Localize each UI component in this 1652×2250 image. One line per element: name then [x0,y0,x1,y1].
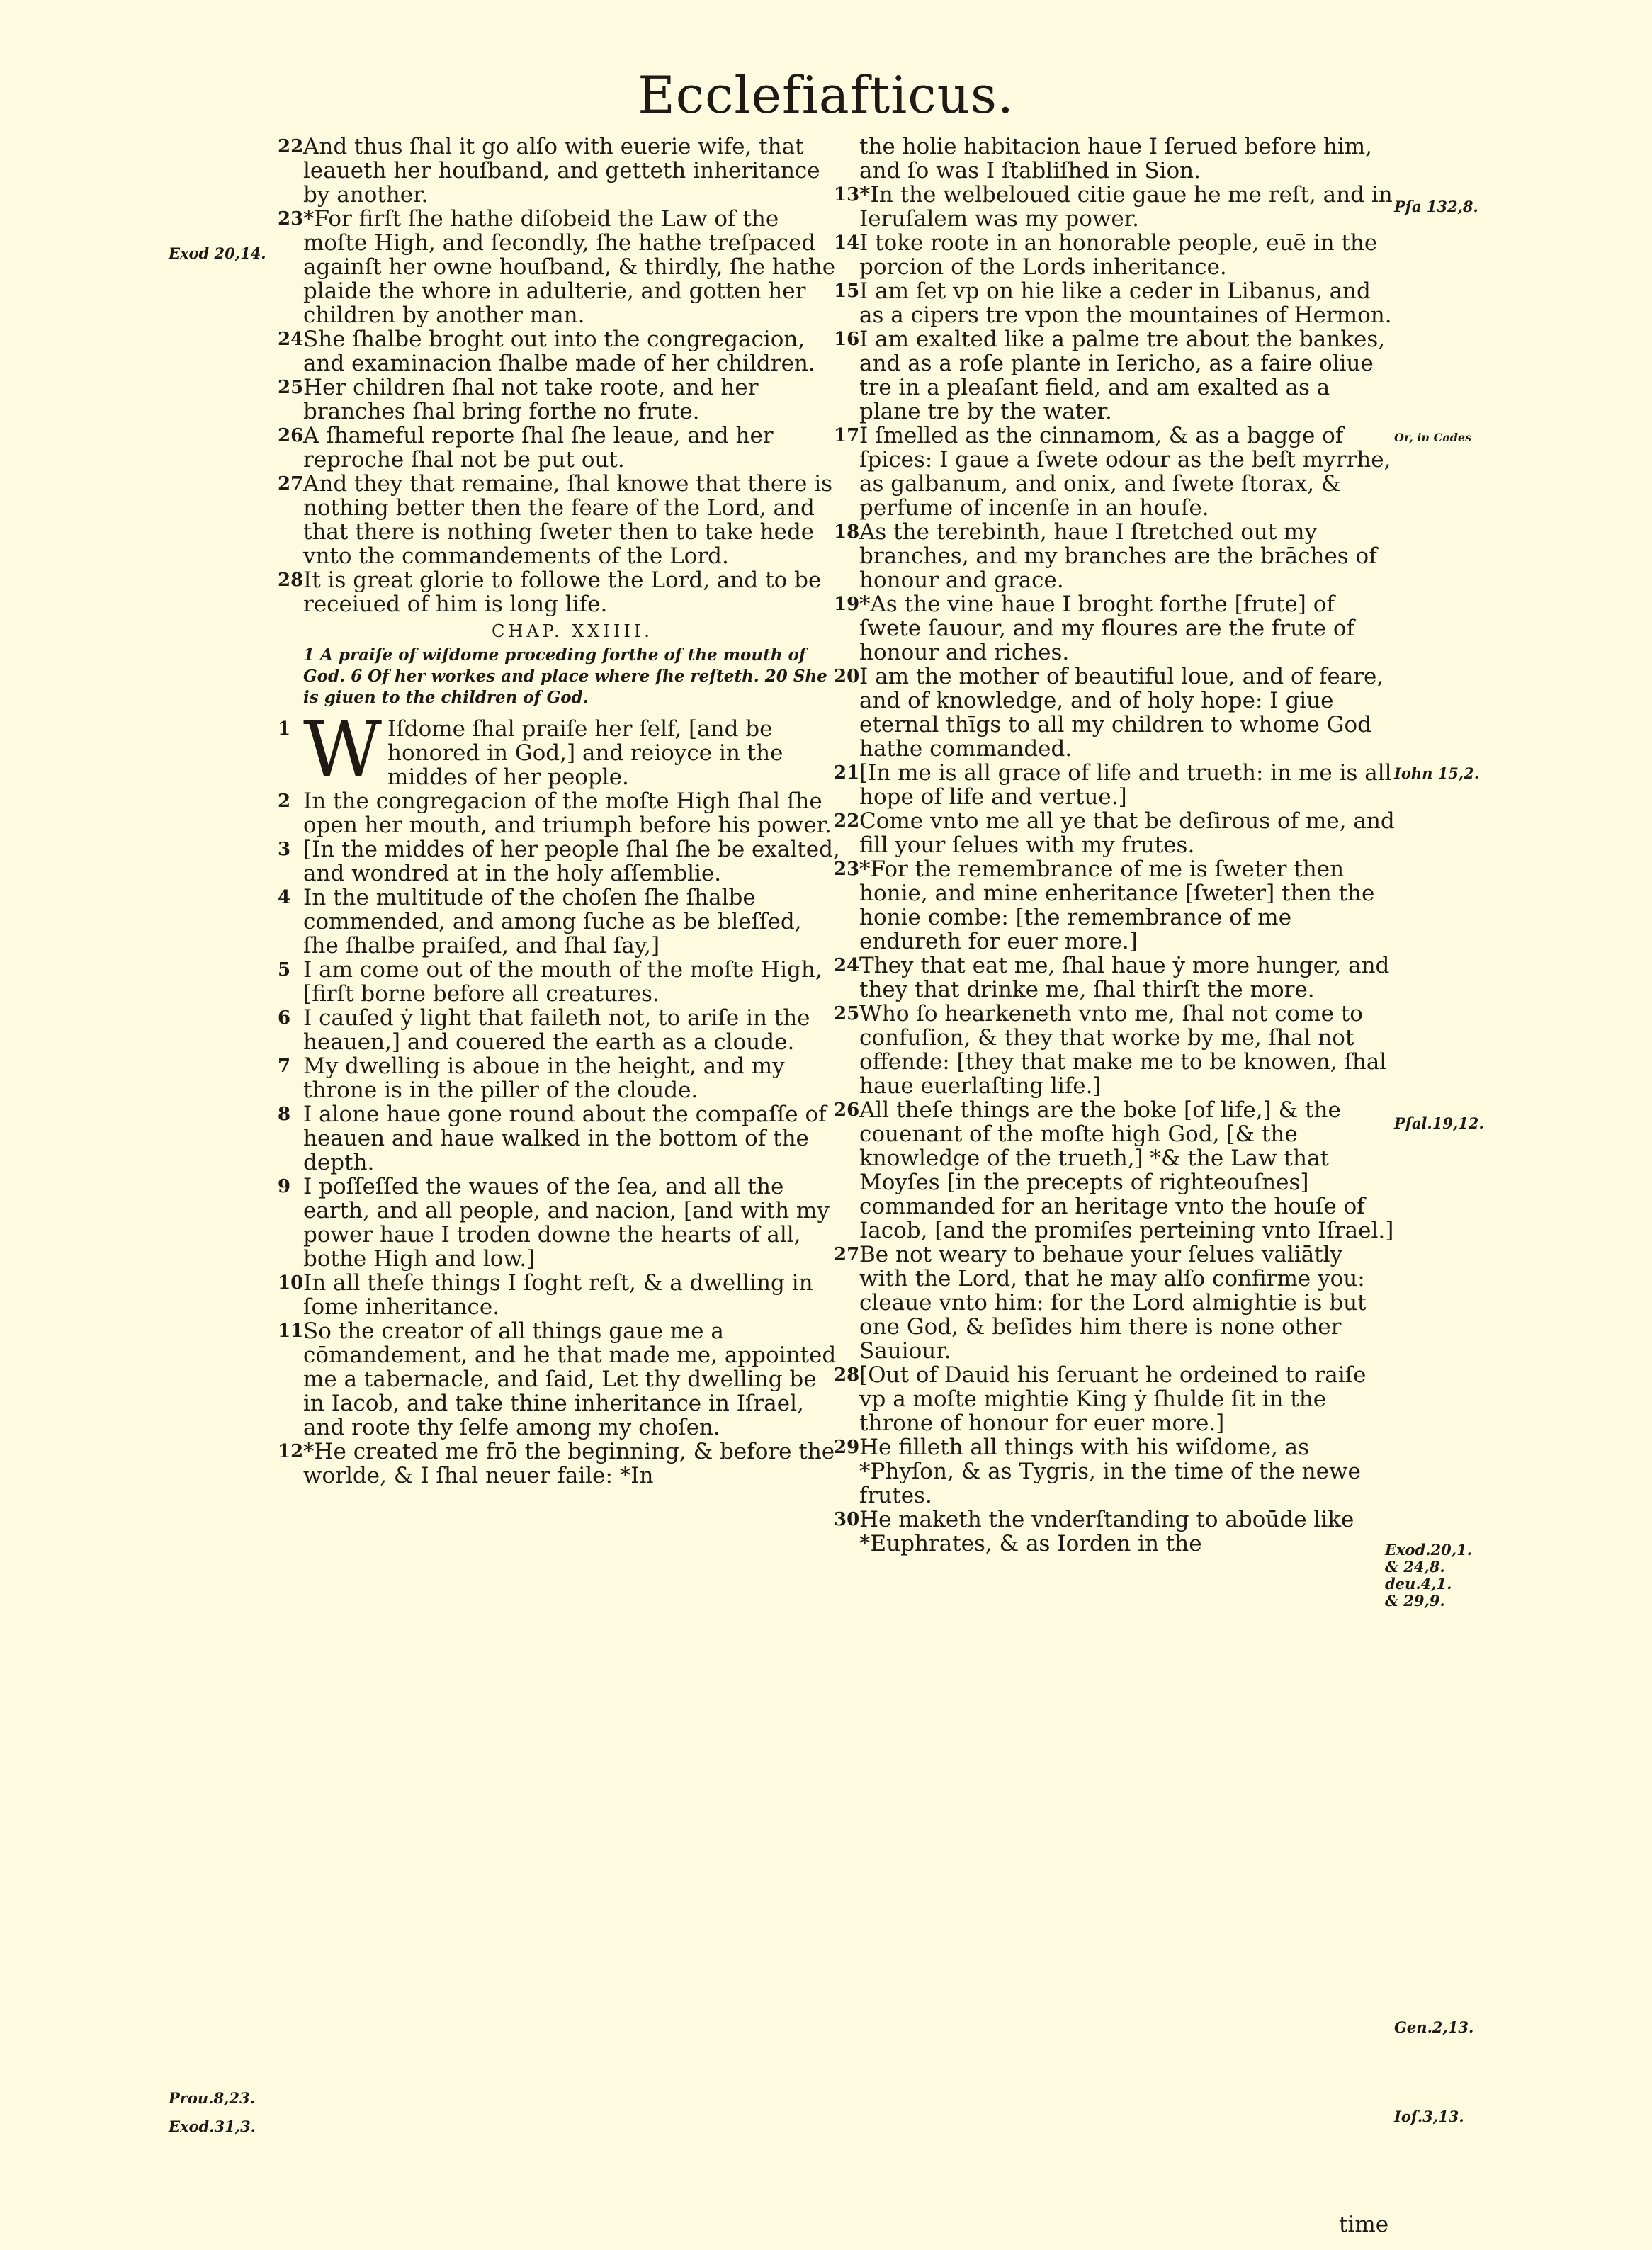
verse-number: 10 [278,1272,304,1294]
margin-note: Or, in Cades [1394,431,1472,444]
verse-text: In the congregacion of the moſte High ſhal ſhe open her mouth, and triumph before his power. [303,788,832,838]
verse-number: 14 [834,232,860,254]
verse-text: A ſhameful reporte ſhal ſhe leaue, and her reproche ſhal not be put out. [303,423,774,473]
verse-text: And they that remaine, ſhal knowe that there is nothing better then the feare of the Lord, and that there is nothing ſweter then to take hede vnto the commandements of the Lord. [303,471,833,569]
verse-text: *He created me frō the beginning, & before the worlde, & I ſhal neuer faile: *In [303,1439,835,1488]
verse-number: 26 [278,425,304,446]
verse-text: In the multitude of the choſen ſhe ſhalbe commended, and among ſuche as be bleſſed, ſhe ſhalbe praiſed, and ſhal ſay,] [303,885,802,959]
margin-note: Ioſ.3,13. [1394,2108,1464,2125]
verse-text: Come vnto me all ye that be deſirous of me, and fill your ſelues with my frutes. [859,808,1395,858]
verse-text: I toke roote in an honorable people, euē in the porcion of the Lords inheritance. [859,230,1378,280]
verse-number: 27 [278,473,304,494]
verse-number: 26 [834,1099,860,1121]
verse-text: Be not weary to behaue your ſelues valiātly with the Lord, that he may alſo confirme you: cleaue vnto him: for the Lord almightie is but one God, & beſides him there is none other Sauiour. [859,1242,1367,1364]
verse-text: I alone haue gone round about the compaſſe of heauen and haue walked in the bottom of the depth. [303,1102,827,1175]
verse-text: [In me is all grace of life and trueth: in me is all hope of life and vertue.] [859,760,1392,810]
verse-number: 28 [278,570,304,591]
verse-text: *For firſt ſhe hathe diſobeid the Law of the moſte High, and ſecondly, ſhe hathe treſpaced againſt her owne houſband, & thirdly, ſhe hathe plaide the whore in adulterie, and gotten her children by another man. [303,206,836,328]
verse [278,1318,842,1440]
verse-text: She ſhalbe broght out into the congregacion, and examinacion ſhalbe made of her children. [303,327,815,376]
verse-number: 8 [278,1104,291,1125]
verse-number: 25 [834,1003,860,1024]
verse-text: All theſe things are the boke [of life,] & the couenant of the moſte high God, [& the knowledge of the trueth,] *& the Law that Moyſes [in the precepts of righteouſnes] commanded for an heritage vnto the houſe of Iacob, [and the promiſes perteining vnto Iſrael.] [859,1097,1394,1243]
verse-number: 9 [278,1176,291,1197]
verse-text: Iſdome ſhal praiſe her ſelf, [and be honored in God,] and reioyce in the middes of her people. [387,716,783,790]
verse [278,837,842,886]
verse [834,327,1398,424]
verse-number: 15 [834,281,860,302]
verse [834,857,1398,954]
verse-number: 3 [278,839,291,860]
verse-text: I poſſeſſed the waues of the ſea, and all the earth, and all people, and nacion, [and with my power haue I troden downe the hearts of all, bothe High and low.] [303,1174,830,1272]
verse-text: And thus ſhal it go alſo with euerie wife, that leaueth her houſband, and getteth inheritance by another. [303,134,820,208]
verse [834,1435,1398,1508]
verse-number: 11 [278,1321,304,1342]
verse [859,135,1398,183]
verse [278,885,842,959]
verse-number: 6 [278,1007,291,1029]
catchword: time [1339,2212,1389,2237]
verse-number: 7 [278,1056,291,1077]
verse-number: 16 [834,329,860,350]
verse [278,206,842,328]
verse [834,1242,1398,1364]
verse-number: 19 [834,594,860,615]
verse-text: [Out of Dauid his ſeruant he ordeined to raiſe vp a moſte mightie King ẏ ſhulde ſit in the throne of honour for euer more.] [859,1362,1367,1436]
verse-number: 17 [834,425,860,446]
verse-text: *In the welbeloued citie gaue he me reſt, and in Ieruſalem was my power. [859,182,1393,232]
verse-text: *For the remembrance of me is ſweter then honie, and mine enheritance [ſweter] then the honie combe: [the remembrance of me endureth for euer more.] [859,857,1375,954]
verse-number: 27 [834,1244,860,1265]
verse [834,592,1398,665]
verse [278,1439,842,1488]
verse-number: 1 [278,718,291,740]
verse [278,134,842,208]
verse [834,182,1398,232]
verse [278,567,842,617]
verse-text: Her children ſhal not take roote, and her branches ſhal bring forthe no frute. [303,375,759,424]
verse [834,808,1398,858]
verse [278,471,842,569]
verse-number: 24 [278,329,304,350]
verse-number: 22 [278,136,304,157]
verse [278,706,842,794]
verse-number: 30 [834,1509,860,1530]
verse-text: As the terebinth, haue I ſtretched out my branches, and my branches are the brāches of honour and grace. [859,519,1377,593]
verse-number: 18 [834,521,860,543]
chapter-summary: 1 A praiſe of wiſdome proceding forthe of the mouth of God. 6 Of her workes and place where ſhe reſteth. 20 She is giuen to the children of God. [303,645,827,707]
verse-number: 24 [834,955,860,976]
verse [834,1362,1398,1436]
verse-text: I am come out of the mouth of the moſte High, [firſt borne before all creatures. [303,957,822,1007]
verse [834,423,1398,521]
verse-text: My dwelling is aboue in the height, and my throne is in the piller of the cloude. [303,1053,785,1103]
verse-number: 12 [278,1441,304,1462]
verse-text: I cauſed ẏ light that faileth not, to ariſe in the heauen,] and couered the earth as a cloude. [303,1005,810,1055]
verse-number: 5 [278,959,291,980]
verse [278,1102,842,1175]
verse-text: He maketh the vnderſtanding to aboūde like *Euphrates, & as Iorden in the [859,1507,1354,1556]
verse [278,1174,842,1272]
margin-note: Pſa 132,8. [1394,198,1478,215]
margin-note: Gen.2,13. [1394,2018,1474,2036]
verse [278,957,842,1007]
verse-number: 22 [834,810,860,832]
verse-text: [In the middes of her people ſhal ſhe be exalted, and wondred at in the holy aſſemblie. [303,837,840,886]
verse-number: 25 [278,377,304,398]
verse-number: 20 [834,666,860,687]
verse [278,375,842,424]
verse-text: I am exalted like a palme tre about the bankes, and as a roſe plante in Iericho, as a faire oliue tre in a pleaſant field, and am exalted as a plane tre by the water. [859,327,1386,424]
page-title: Ecclefiafticus. [638,65,1014,125]
verse-text: So the creator of all things gaue me a cōmandement, and he that made me, appointed me a tabernacle, and ſaid, Let thy dwelling be in Iacob, and take thine inheritance in Iſrael, and roote thy ſelfe among my choſen. [303,1318,837,1440]
verse [834,760,1398,810]
verse-number: 4 [278,887,291,908]
verse-text: It is great glorie to followe the Lord, and to be receiued of him is long life. [303,567,822,617]
verse-number: 21 [834,762,860,784]
verse [834,1507,1398,1556]
margin-note: Exod.20,1. & 24,8. deu.4,1. & 29,9. [1385,1541,1472,1610]
verse [278,327,842,376]
margin-note: Exod.31,3. [169,2118,256,2135]
margin-note: Pſal.19,12. [1394,1114,1484,1132]
verse [834,519,1398,593]
verse-text: I ſmelled as the cinnamom, & as a bagge of ſpices: I gaue a ſwete odour as the beſt myrrhe, as galbanum, and onix, and ſwete ſtorax, & perfume of incenſe in an houſe. [859,423,1391,521]
verse [834,953,1398,1002]
verse-text: I am ſet vp on hie like a ceder in Libanus, and as a cipers tre vpon the mountaines of Hermon. [859,278,1392,328]
verse-text: the holie habitacion haue I ſerued before him, and ſo was I ſtabliſhed in Sion. [859,134,1373,183]
verse-number: 13 [834,184,860,205]
verse [834,230,1398,280]
verse [834,1097,1398,1243]
verse-number: 28 [834,1364,860,1386]
margin-note: Iohn 15,2. [1394,764,1480,782]
verse-text: *As the vine haue I broght forthe [frute] of ſwete ſauour, and my floures are the frute of honour and riches. [859,592,1354,665]
margin-note: Prou.8,23. [169,2089,255,2107]
verse-number: 2 [278,791,291,812]
verse [278,1270,842,1320]
verse [278,1005,842,1055]
verse-number: 29 [834,1437,860,1458]
verse [278,423,842,473]
drop-cap: W [303,706,383,794]
verse [278,1053,842,1103]
verse [834,1001,1398,1099]
verse-text: He filleth all things with his wiſdome, as *Phyſon, & as Tygris, in the time of the newe frutes. [859,1435,1361,1508]
verse-text: I am the mother of beautiful loue, and of feare, and of knowledge, and of holy hope: I giue eternal thīgs to all my children to whome God hathe commanded. [859,664,1384,762]
verse-text: In all theſe things I ſoght reſt, & a dwelling in ſome inheritance. [303,1270,813,1320]
margin-note: Exod 20,14. [169,244,266,262]
verse-text: Who ſo hearkeneth vnto me, ſhal not come to confuſion, & they that worke by me, ſhal not offende: [they that make me to be knowen, ſhal haue euerlaſting life.] [859,1001,1387,1099]
verse-text: They that eat me, ſhal haue ẏ more hunger, and they that drinke me, ſhal thirſt the more. [859,953,1390,1002]
chapter-heading: CHAP. XXIIII. [492,621,653,641]
verse-number: 23 [834,859,860,880]
right-column [834,134,1398,1556]
verse [278,788,842,838]
left-column [278,134,842,1488]
verse [834,664,1398,762]
verse [834,278,1398,328]
verse-number: 23 [278,208,304,230]
